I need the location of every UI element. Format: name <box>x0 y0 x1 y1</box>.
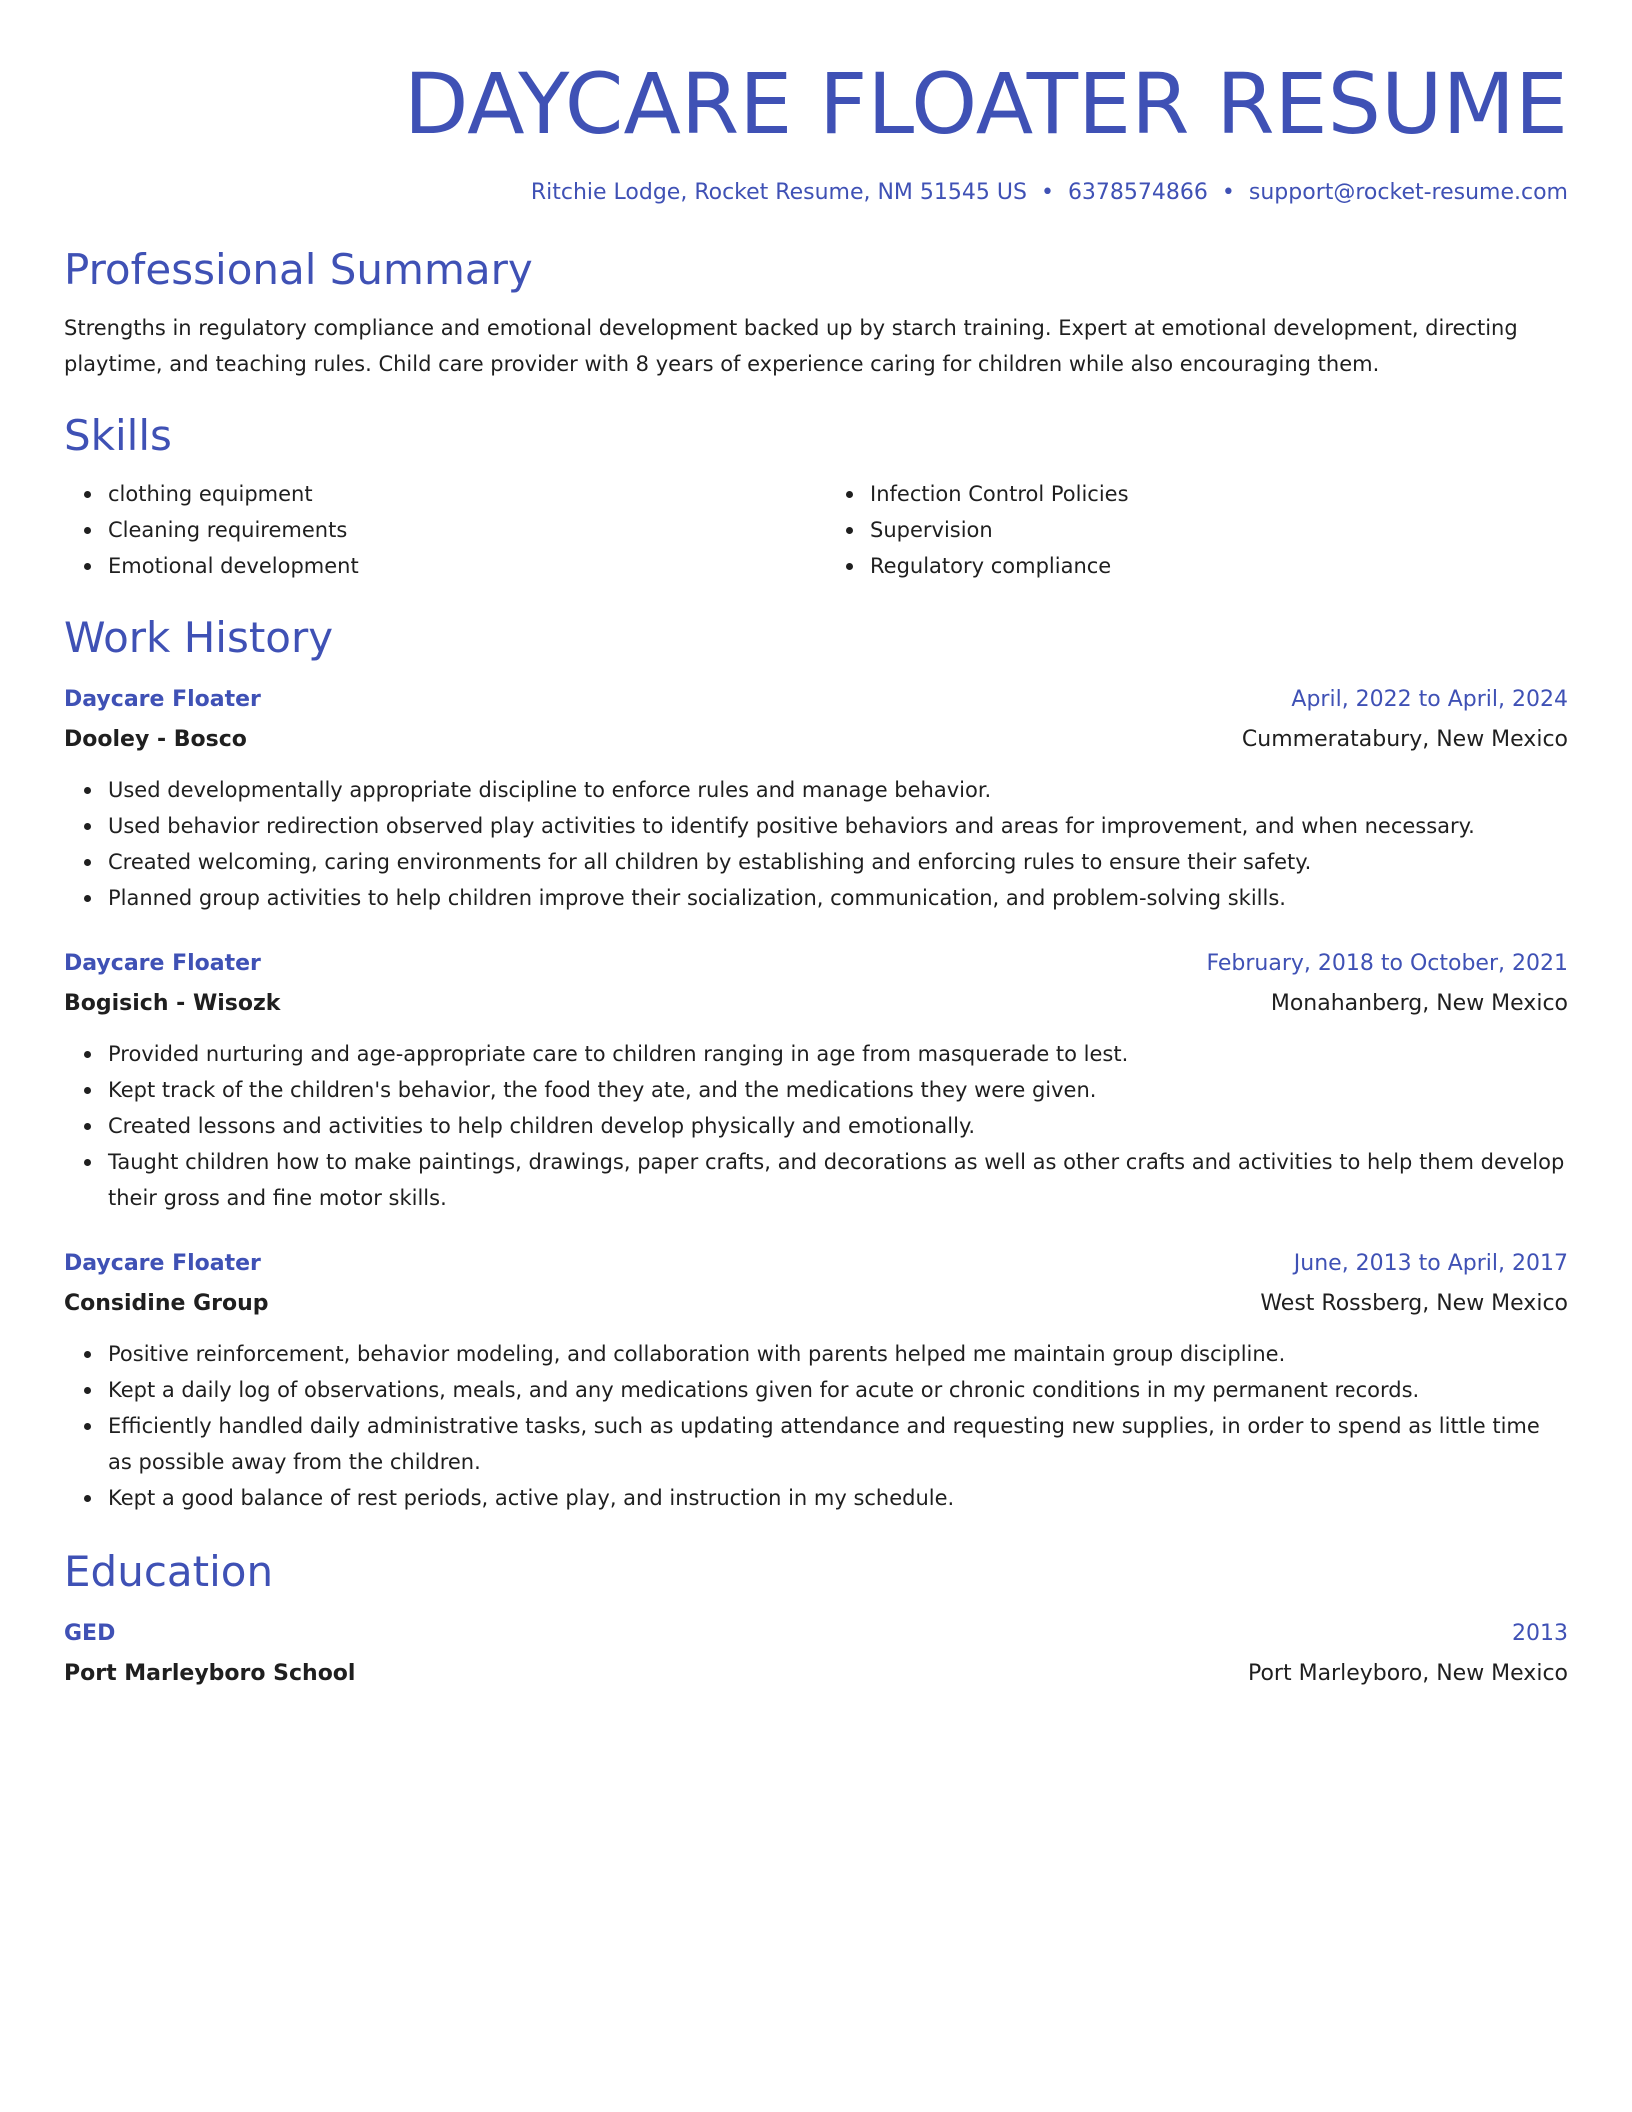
contact-separator: • <box>1221 180 1235 205</box>
job-duties <box>64 1036 1568 1216</box>
education-entry <box>64 1616 1568 1692</box>
job-dates: February, 2018 to October, 2021 <box>1206 951 1568 976</box>
job-company: Dooley - Bosco <box>64 727 247 752</box>
job-header-row <box>64 946 1568 982</box>
job-duty: Efficiently handled daily administrative tasks, such as updating attendance and requesting new supplies, in order to spend as little time as possible away from the children. <box>108 1408 1568 1480</box>
job-company-row <box>64 718 1568 758</box>
job-location: Monahanberg, New Mexico <box>1270 991 1568 1016</box>
job-location: Cummeratabury, New Mexico <box>1241 727 1568 752</box>
job-company: Considine Group <box>64 1291 269 1316</box>
skills-list-left <box>64 476 806 584</box>
work-history-heading: Work History <box>64 613 334 662</box>
job-duty: Positive reinforcement, behavior modeling, and collaboration with parents helped me maintain group discipline. <box>108 1336 1568 1372</box>
education-heading: Education <box>64 1547 274 1596</box>
education-year: 2013 <box>1512 1621 1568 1646</box>
skill-item: Emotional development <box>108 548 806 584</box>
job-company-row <box>64 1282 1568 1322</box>
skills-section <box>64 410 1568 584</box>
education-section <box>64 1546 1568 1692</box>
job-company-row <box>64 982 1568 1022</box>
job-duty: Kept a good balance of rest periods, active play, and instruction in my schedule. <box>108 1480 1568 1516</box>
resume-title: DAYCARE FLOATER RESUME <box>403 55 1568 153</box>
education-school-row <box>64 1652 1568 1692</box>
job-duty: Kept track of the children's behavior, the food they ate, and the medications they were given. <box>108 1072 1568 1108</box>
job-duty: Planned group activities to help children improve their socialization, communication, and problem-solving skills. <box>108 880 1568 916</box>
job-duties <box>64 1336 1568 1516</box>
job-location: West Rossberg, New Mexico <box>1260 1291 1568 1316</box>
skill-item: Cleaning requirements <box>108 512 806 548</box>
job-duty: Used developmentally appropriate discipline to enforce rules and manage behavior. <box>108 772 1568 808</box>
job-dates: April, 2022 to April, 2024 <box>1291 687 1568 712</box>
summary-text: Strengths in regulatory compliance and emotional development backed up by starch training. Expert at emotional development, directing playtime, and teaching rules. Child care provider with 8 years of experience caring for children while also encouraging them. <box>64 316 1518 376</box>
summary-heading: Professional Summary <box>64 245 533 294</box>
job-entry <box>64 682 1568 916</box>
skill-item: clothing equipment <box>108 476 806 512</box>
summary-section <box>64 244 1568 382</box>
work-history-section <box>64 612 1568 1516</box>
job-entry <box>64 1246 1568 1516</box>
job-duty: Kept a daily log of observations, meals, and any medications given for acute or chronic conditions in my permanent records. <box>108 1372 1568 1408</box>
job-duties <box>64 772 1568 916</box>
education-school: Port Marleyboro School <box>64 1661 356 1686</box>
contact-email: support@rocket-resume.com <box>1248 180 1568 205</box>
job-duty: Taught children how to make paintings, drawings, paper crafts, and decorations as well as other crafts and activities to help them develop their gross and fine motor skills. <box>108 1144 1568 1216</box>
contact-address: Ritchie Lodge, Rocket Resume, NM 51545 US <box>530 180 1027 205</box>
contact-phone: 6378574866 <box>1067 180 1208 205</box>
job-title: Daycare Floater <box>64 687 261 712</box>
education-degree: GED <box>64 1621 116 1646</box>
skills-list-right <box>826 476 1568 584</box>
job-header-row <box>64 1246 1568 1282</box>
skill-item: Supervision <box>870 512 1568 548</box>
job-title: Daycare Floater <box>64 951 261 976</box>
job-duty: Provided nurturing and age-appropriate care to children ranging in age from masquerade to lest. <box>108 1036 1568 1072</box>
skill-item: Infection Control Policies <box>870 476 1568 512</box>
job-duty: Created lessons and activities to help children develop physically and emotionally. <box>108 1108 1568 1144</box>
education-header-row <box>64 1616 1568 1652</box>
contact-separator: • <box>1040 180 1054 205</box>
job-duty: Created welcoming, caring environments for all children by establishing and enforcing rules to ensure their safety. <box>108 844 1568 880</box>
job-entry <box>64 946 1568 1216</box>
job-dates: June, 2013 to April, 2017 <box>1293 1251 1568 1276</box>
contact-line <box>64 178 1568 208</box>
job-header-row <box>64 682 1568 718</box>
job-duty: Used behavior redirection observed play activities to identify positive behaviors and areas for improvement, and when necessary. <box>108 808 1568 844</box>
job-title: Daycare Floater <box>64 1251 261 1276</box>
skill-item: Regulatory compliance <box>870 548 1568 584</box>
skills-heading: Skills <box>64 411 172 460</box>
education-location: Port Marleyboro, New Mexico <box>1247 1661 1568 1686</box>
skills-grid <box>64 476 1568 584</box>
job-company: Bogisich - Wisozk <box>64 991 281 1016</box>
